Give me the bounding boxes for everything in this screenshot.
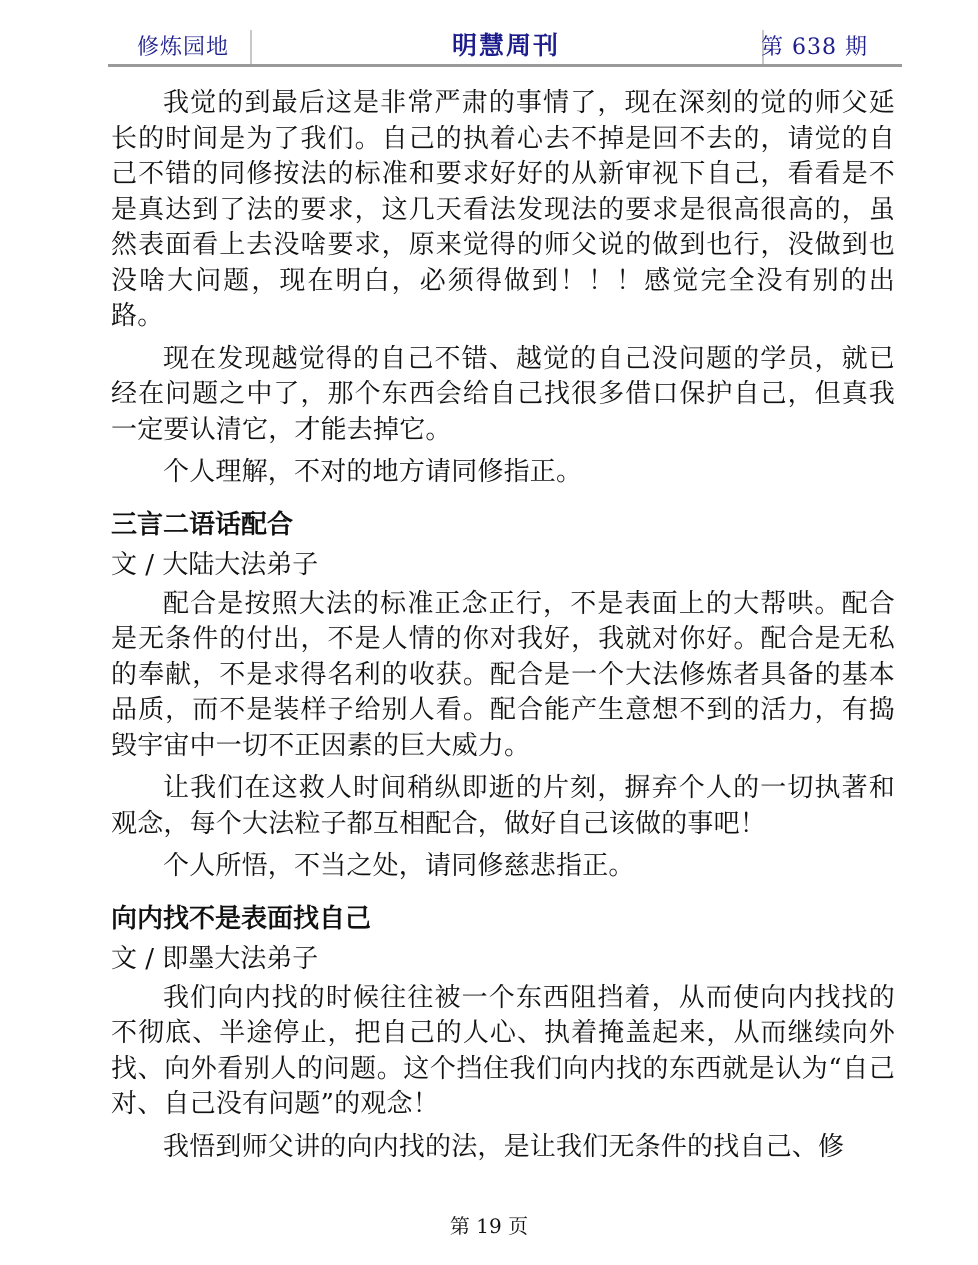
article-title: 三言二语话配合 <box>111 509 294 540</box>
page-content <box>111 86 895 1172</box>
article-byline: 文 / 即墨大法弟子 <box>111 943 319 974</box>
article-cooperation <box>111 507 895 885</box>
article-paragraph: 我们向内找的时候往往被一个东西阻挡着，从而使向内找找的不彻底、半途停止，把自己的人心、执着掩盖起来，从而继续向外找、向外看别人的问题。这个挡住我们向内找的东西就是认为“自己对、自己没有问题”的观念！ <box>111 982 895 1119</box>
header-publication-title: 明慧周刊 <box>451 31 560 60</box>
header-section-label: 修炼园地 <box>137 35 230 60</box>
header-issue-label: 第 638 期 <box>761 35 868 60</box>
article-paragraph: 个人所悟，不当之处，请同修慈悲指正。 <box>163 851 635 881</box>
article-paragraph: 现在发现越觉得的自己不错、越觉的自己没问题的学员，就已经在问题之中了，那个东西会给自己找很多借口保护自己，但真我一定要认清它，才能去掉它。 <box>111 343 895 445</box>
article-look-inward <box>111 901 895 1166</box>
article-paragraph: 让我们在这救人时间稍纵即逝的片刻，摒弃个人的一切执著和观念，每个大法粒子都互相配合，做好自己该做的事吧！ <box>111 773 895 839</box>
article-continued <box>111 86 895 491</box>
article-paragraph: 我悟到师父讲的向内找的法，是让我们无条件的找自己、修 <box>163 1131 845 1162</box>
article-title: 向内找不是表面找自己 <box>111 903 372 934</box>
page-header <box>110 28 902 66</box>
article-paragraph: 配合是按照大法的标准正念正行，不是表面上的大帮哄。配合是无条件的付出，不是人情的你对我好，我就对你好。配合是无私的奉献，不是求得名利的收获。配合是一个大法修炼者具备的基本品质，而不是装样子给别人看。配合能产生意想不到的活力，有捣毁宇宙中一切不正因素的巨大威力。 <box>111 588 895 761</box>
page-number: 第 19 页 <box>449 1214 529 1238</box>
article-byline: 文 / 大陆大法弟子 <box>111 549 319 580</box>
article-paragraph: 我觉的到最后这是非常严肃的事情了，现在深刻的觉的师父延长的时间是为了我们。自己的执着心去不掉是回不去的，请觉的自己不错的同修按法的标准和要求好好的从新审视下自己，看看是不是真达到了法的要求，这几天看法发现法的要求是很高很高的，虽然表面看上去没啥要求，原来觉得的师父说的做到也行，没做到也没啥大问题，现在明白，必须得做到！！！感觉完全没有别的出路。 <box>111 88 895 331</box>
article-paragraph: 个人理解，不对的地方请同修指正。 <box>163 457 583 487</box>
header-rule <box>108 64 902 67</box>
